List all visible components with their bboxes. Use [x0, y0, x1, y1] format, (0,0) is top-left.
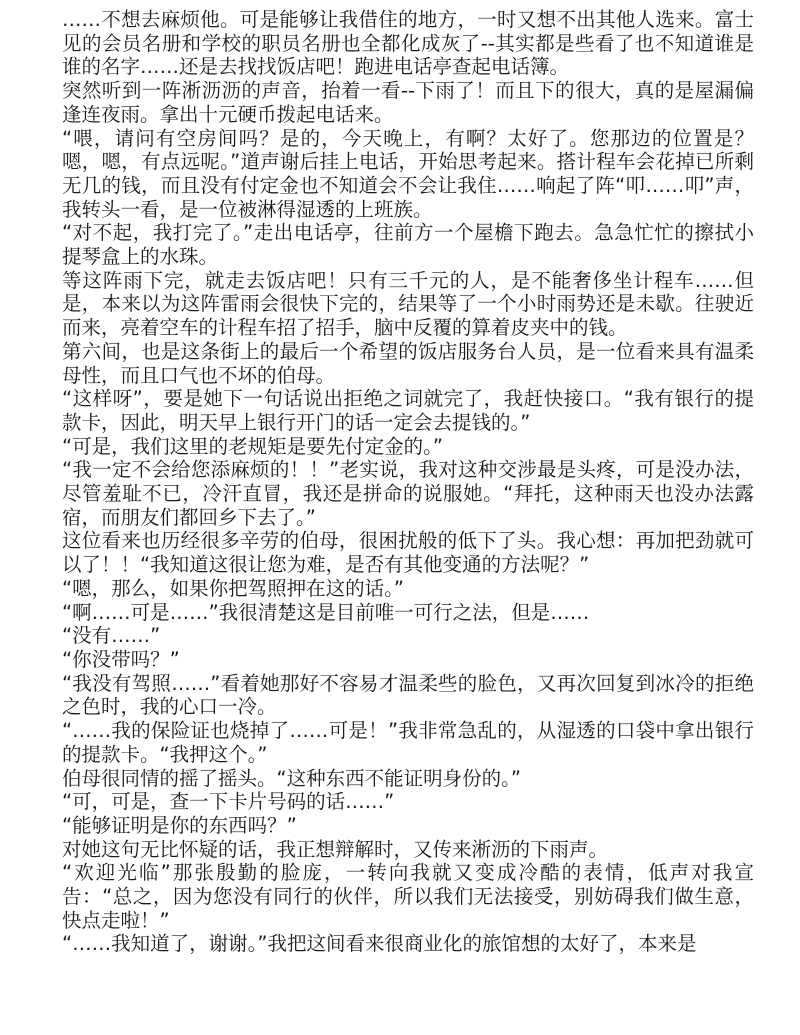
paragraph-18: “可，可是，查一下卡片号码的话……”	[62, 790, 395, 814]
paragraph-10: 这位看来也历经很多辛劳的伯母，很困扰般的低下了头。我心想：再加把劲就可以了！！“我知道这很让您为难，是否有其他变通的方法呢？”	[62, 529, 754, 577]
paragraph-13: “没有……”	[62, 624, 161, 648]
paragraph-12: “啊……可是……”我很清楚这是目前唯一可行之法，但是……	[62, 600, 590, 624]
paragraph-4: “对不起，我打完了。”走出电话亭，往前方一个屋檐下跑去。急急忙忙的擦拭小提琴盒上的水珠。	[62, 221, 754, 269]
paragraph-14: “你没带吗？”	[62, 647, 180, 671]
paragraph-2: 突然听到一阵淅沥沥的声音，抬着一看--下雨了！而且下的很大，真的是屋漏偏逢连夜雨。拿出十元硬币拨起电话来。	[62, 79, 754, 126]
paragraph-21: “欢迎光临”那张殷勤的脸庞，一转向我就又变成冷酷的表情，低声对我宣告：“总之，因为您没有同行的伙伴，所以我们无法接受，别妨碍我们做生意，快点走啦！”	[62, 861, 754, 932]
paragraph-16: “……我的保险证也烧掉了……可是！”我非常急乱的，从湿透的口袋中拿出银行的提款卡。“我押这个。”	[62, 719, 754, 766]
paragraph-3: “喂，请问有空房间吗？是的，今天晚上，有啊？太好了。您那边的位置是？嗯，嗯，有点远呢。”道声谢后挂上电话，开始思考起来。搭计程车会花掉已所剩无几的钱，而且没有付定金也不知道会不会让我住……响起了阵“叩……叩”声，我转头一看，是一位被淋得湿透的上班族。	[62, 126, 754, 221]
paragraph-9: “我一定不会给您添麻烦的！！”老实说，我对这种交涉最是头疼，可是没办法，尽管羞耻不已，冷汗直冒，我还是拼命的说服她。“拜托，这种雨天也没办法露宿，而朋友们都回乡下去了。”	[62, 458, 754, 529]
paragraph-17: 伯母很同情的摇了摇头。“这种东西不能证明身份的。”	[62, 766, 521, 790]
paragraph-8: “可是，我们这里的老规矩是要先付定金的。”	[62, 434, 443, 458]
paragraph-20: 对她这句无比怀疑的话，我正想辩解时，又传来淅沥的下雨声。	[62, 837, 609, 861]
paragraph-19: “能够证明是你的东西吗？”	[62, 813, 297, 837]
paragraph-11: “嗯，那么，如果你把驾照押在这的话。”	[62, 576, 404, 600]
paragraph-6: 第六间，也是这条街上的最后一个希望的饭店服务台人员，是一位看来具有温柔母性，而且口气也不坏的伯母。	[62, 339, 754, 387]
paragraph-22: “……我知道了，谢谢。”我把这间看来很商业化的旅馆想的太好了，本来是	[62, 932, 697, 956]
text-body	[62, 8, 754, 956]
paragraph-5: 等这阵雨下完，就走去饭店吧！只有三千元的人，是不能奢侈坐计程车……但是，本来以为这阵雷雨会很快下完的，结果等了一个小时雨势还是未歇。往驶近而来，亮着空车的计程车招了招手，脑中反覆的算着皮夹中的钱。	[62, 268, 754, 340]
paragraph-7: “这样呀”，要是她下一句话说出拒绝之词就完了，我赶快接口。“我有银行的提款卡，因此，明天早上银行开门的话一定会去提钱的。”	[62, 387, 754, 434]
paragraph-1: ……不想去麻烦他。可是能够让我借住的地方，一时又想不出其他人选来。富士见的会员名册和学校的职员名册也全都化成灰了--其实都是些看了也不知道谁是谁的名字……还是去找找饭店吧！跑进电话亭查起电话簿。	[62, 8, 754, 79]
paragraph-15: “我没有驾照……”看着她那好不容易才温柔些的脸色，又再次回复到冰冷的拒绝之色时，我的心口一冷。	[62, 671, 754, 719]
